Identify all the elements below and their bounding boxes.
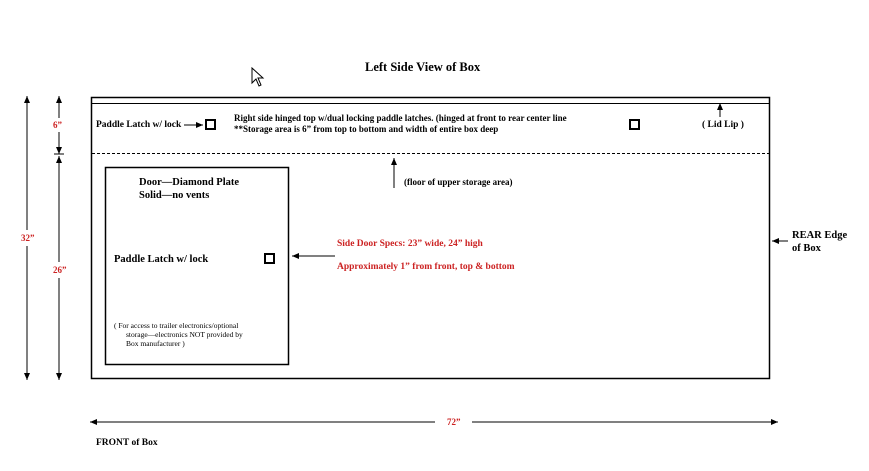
rear-edge-line2: of Box: [792, 243, 821, 254]
paddle-latch-door: [264, 253, 275, 264]
side-door-approx: Approximately 1” from front, top & bottom: [337, 262, 515, 272]
side-door-specs: Side Door Specs: 23” wide, 24” high: [337, 239, 483, 249]
top-note-line2: **Storage area is 6” from top to bottom and width of entire box deep: [234, 124, 499, 134]
front-of-box-label: FRONT of Box: [96, 438, 158, 448]
mouse-pointer-icon: [251, 67, 265, 87]
access-note-line2: storage—electronics NOT provided by: [126, 330, 243, 339]
paddle-latch-door-label: Paddle Latch w/ lock: [114, 254, 209, 265]
paddle-latch-top-left: [205, 119, 216, 130]
dim-lower-section: 26”: [53, 265, 67, 275]
dim-top-section: 6”: [53, 120, 62, 130]
floor-upper-label: (floor of upper storage area): [404, 177, 513, 187]
top-note-line1: Right side hinged top w/dual locking paddle latches. (hinged at front to rear center line: [234, 113, 567, 123]
lid-lip-label: ( Lid Lip ): [702, 120, 744, 130]
paddle-latch-top-label: Paddle Latch w/ lock: [96, 120, 182, 130]
door-label-line1: Door—Diamond Plate: [139, 177, 240, 188]
access-note-line1: ( For access to trailer electronics/optional: [114, 321, 239, 330]
paddle-latch-top-right: [629, 119, 640, 130]
rear-edge-line1: REAR Edge: [792, 230, 848, 241]
page-title: Left Side View of Box: [365, 60, 481, 74]
door-label-line2: Solid—no vents: [139, 190, 210, 201]
dim-width: 72”: [447, 417, 461, 427]
dim-total-height: 32”: [21, 233, 35, 243]
access-note-line3: Box manufacturer ): [126, 339, 185, 348]
